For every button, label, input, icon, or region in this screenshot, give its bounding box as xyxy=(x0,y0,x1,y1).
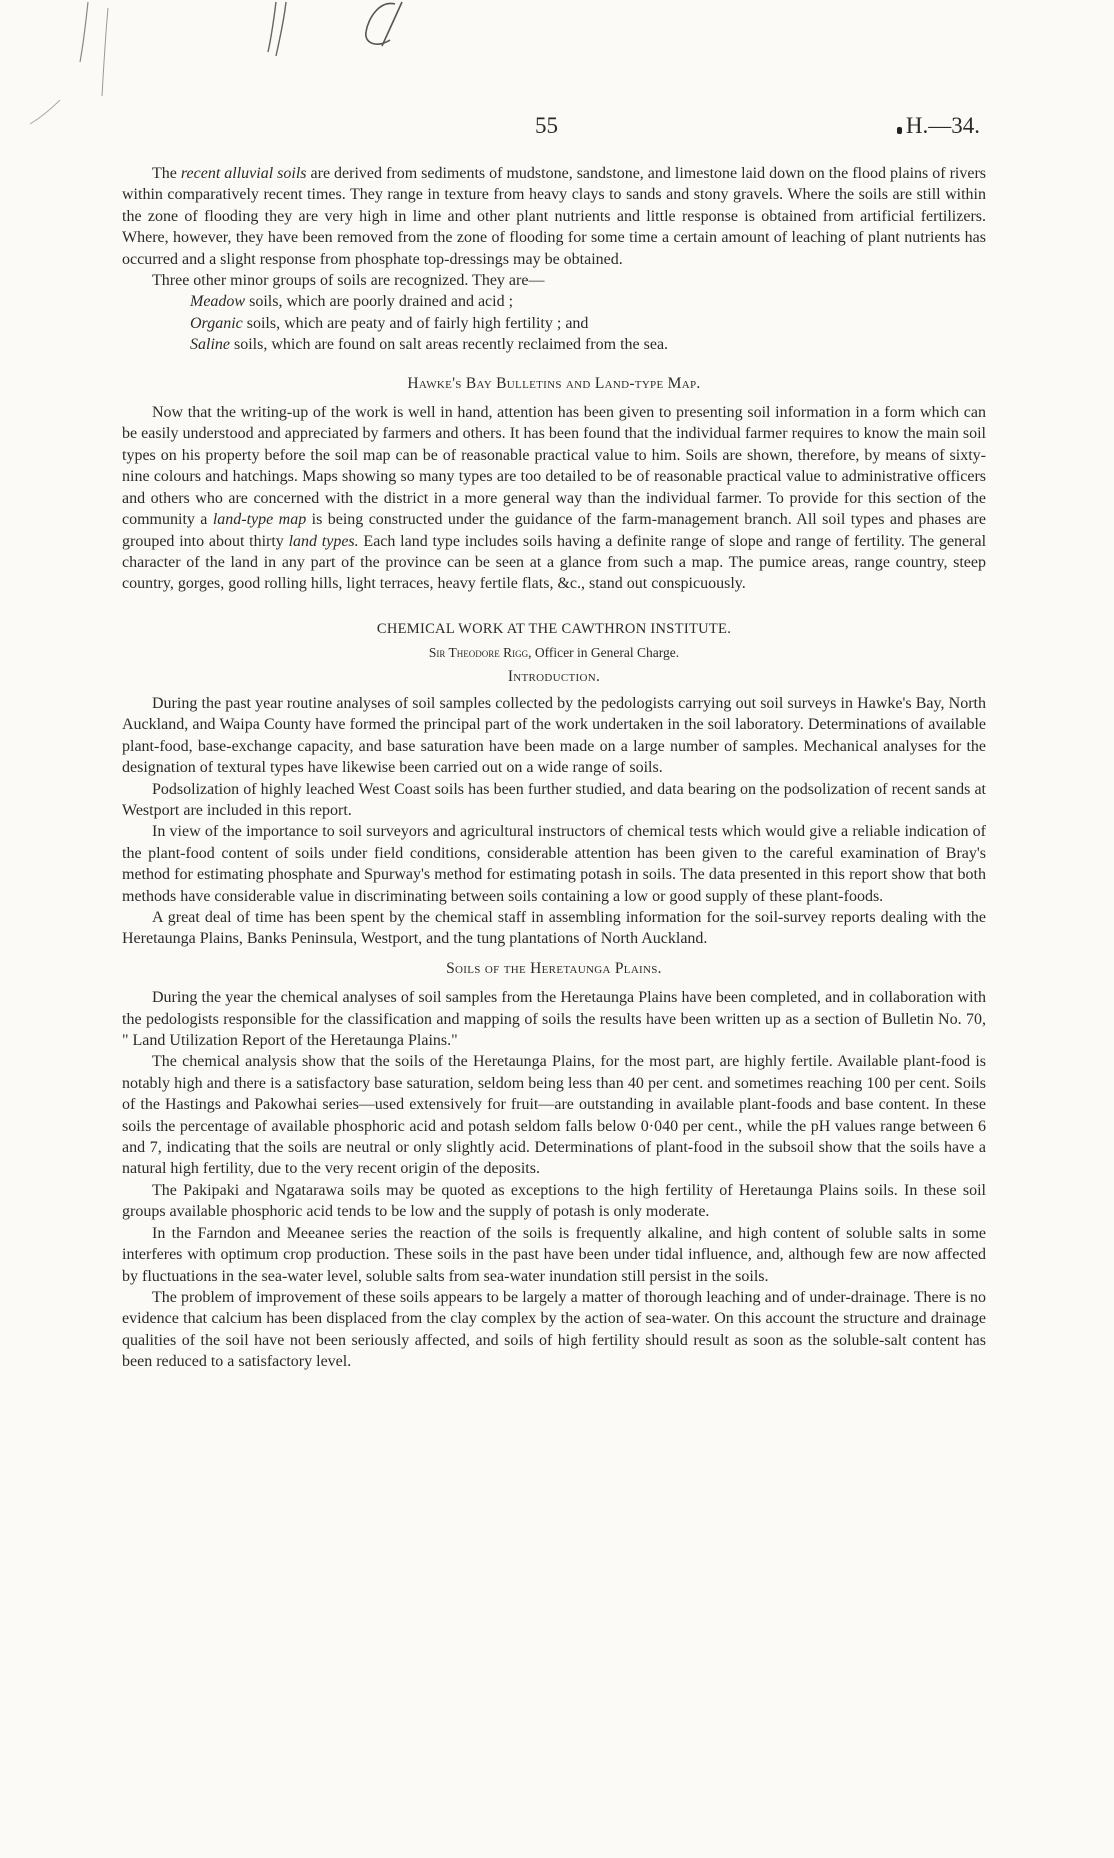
page-body xyxy=(122,163,986,1373)
paragraph: The Pakipaki and Ngatarawa soils may be quoted as exceptions to the high fertility of Heretaunga Plains soils. In these soil groups available phosphoric acid tends to be low and the supply of potash is only moderate. xyxy=(122,1181,986,1221)
paragraph: During the past year routine analyses of soil samples collected by the pedologists carrying out soil surveys in Hawke's Bay, North Auckland, and Waipa County have formed the principal part of the work undertaken in the soil laboratory. Determinations of available plant-food, base-exchange capacity, and base saturation have been made on a large number of samples. Mechanical analyses for the designation of textural types have likewise been carried out on a wide range of soils. xyxy=(122,694,986,777)
list-item: Organic soils, which are peaty and of fairly high fertility ; and xyxy=(190,314,589,332)
cawthron-heading: CHEMICAL WORK AT THE CAWTHRON INSTITUTE. xyxy=(376,620,732,637)
paragraph: A great deal of time has been spent by the chemical staff in assembling information for the soil-survey reports dealing with the Heretaunga Plains, Banks Peninsula, Westport, and the tung plantations of North Auckland. xyxy=(122,909,986,948)
officer-line: Sir Theodore Rigg, Officer in General Charge. xyxy=(428,645,680,661)
introduction-heading: Introduction. xyxy=(507,667,601,685)
document-reference: H.—34. xyxy=(905,113,980,138)
soil-group-list xyxy=(190,291,986,355)
paragraph: In the Farndon and Meeanee series the reaction of the soils is frequently alkaline, and high content of soluble salts in some interferes with optimum crop production. These soils in the past have been under tidal influence, and, although few are now affected by fluctuations in the sea-water level, soluble salts from sea-water inundation still persist in the soils. xyxy=(122,1224,986,1285)
paragraph: The chemical analysis show that the soils of the Heretaunga Plains, for the most part, are highly fertile. Available plant-food is notably high and there is a satisfactory base saturation, seldom being less than 40 per cent. and sometimes reaching 100 per cent. Soils of the Hastings and Pakowhai series—used extensively for fruit—are outstanding in available plant-foods and base content. In these soils the percentage of available phosphoric acid and potash seldom falls below 0·040 per cent., while the pH values range between 6 and 7, indicating that the soils are neutral or only slightly acid. Determinations of plant-food in the subsoil show that the soils have a natural high fertility, due to the very recent origin of the deposits. xyxy=(122,1053,986,1178)
page-number: 55 xyxy=(535,113,558,138)
ink-speck xyxy=(897,127,902,134)
bulletins-heading: Hawke's Bay Bulletins and Land-type Map. xyxy=(407,374,701,392)
paragraph: During the year the chemical analyses of soil samples from the Heretaunga Plains have been completed, and in collaboration with the pedologists responsible for the classification and mapping of soils the results have been written up as a section of Bulletin No. 70, " Land Utilization Report of the Heretaunga Plains." xyxy=(122,989,986,1050)
paragraph: Podsolization of highly leached West Coast soils has been further studied, and data bearing on the podsolization of recent sands at Westport are included in this report. xyxy=(122,780,986,819)
paragraph: The problem of improvement of these soils appears to be largely a matter of thorough leaching and of under-drainage. There is no evidence that calcium has been displaced from the clay complex by the action of sea-water. On this account the structure and drainage qualities of the soil have not been seriously affected, and soils of high fertility should result as soon as the soluble-salt content has been reduced to a satisfactory level. xyxy=(122,1288,986,1371)
paragraph: In view of the importance to soil surveyors and agricultural instructors of chemical tests which would give a reliable indication of the plant-food content of soils under field conditions, considerable attention has been given to the careful examination of Bray's method for estimating phosphate and Spurway's method for estimating potash in soils. The data presented in this report show that both methods have considerable value in discriminating between soils containing a low or good supply of these plant-foods. xyxy=(122,823,986,905)
page-header xyxy=(0,113,1114,143)
alluvial-soils-paragraph: The recent alluvial soils are derived from sediments of mudstone, sandstone, and limestone laid down on the flood plains of rivers within comparatively recent times. They range in texture from heavy clays to sands and stony gravels. Where the soils are still within the zone of flooding they are very high in lime and other plant nutrients and little response is obtained from artificial fertilizers. Where, however, they have been removed from the zone of flooding for some time a certain amount of leaching of plant nutrients has occurred and a slight response from phosphate top-dressings may be obtained. xyxy=(122,165,987,268)
list-item: Meadow soils, which are poorly drained and acid ; xyxy=(190,293,514,311)
minor-groups-intro: Three other minor groups of soils are recognized. They are— xyxy=(152,272,545,290)
bulletins-paragraph: Now that the writing-up of the work is well in hand, attention has been given to presenting soil information in a form which can be easily understood and appreciated by farmers and others. It has been found that the individual farmer requires to know the main soil types on his property before the soil map can be of reasonable practical value to him. Soils are shown, therefore, by means of sixty-nine colours and hatchings. Maps showing so many types are too detailed to be of reasonable practical value to administrative officers and others who are concerned with the district in a more general way than the individual farmer. To provide for this section of the community a land-type map is being constructed under the guidance of the farm-management branch. All soil types and phases are grouped into about thirty land types. Each land type includes soils having a definite range of slope and range of fertility. The general character of the land in any part of the province can be seen at a glance from such a map. The pumice areas, range country, steep country, gorges, good rolling hills, light terraces, heavy fertile flats, &c., stand out conspicuously. xyxy=(122,404,987,593)
list-item: Saline soils, which are found on salt areas recently reclaimed from the sea. xyxy=(190,336,669,354)
heretaunga-heading: Soils of the Heretaunga Plains. xyxy=(446,959,662,977)
